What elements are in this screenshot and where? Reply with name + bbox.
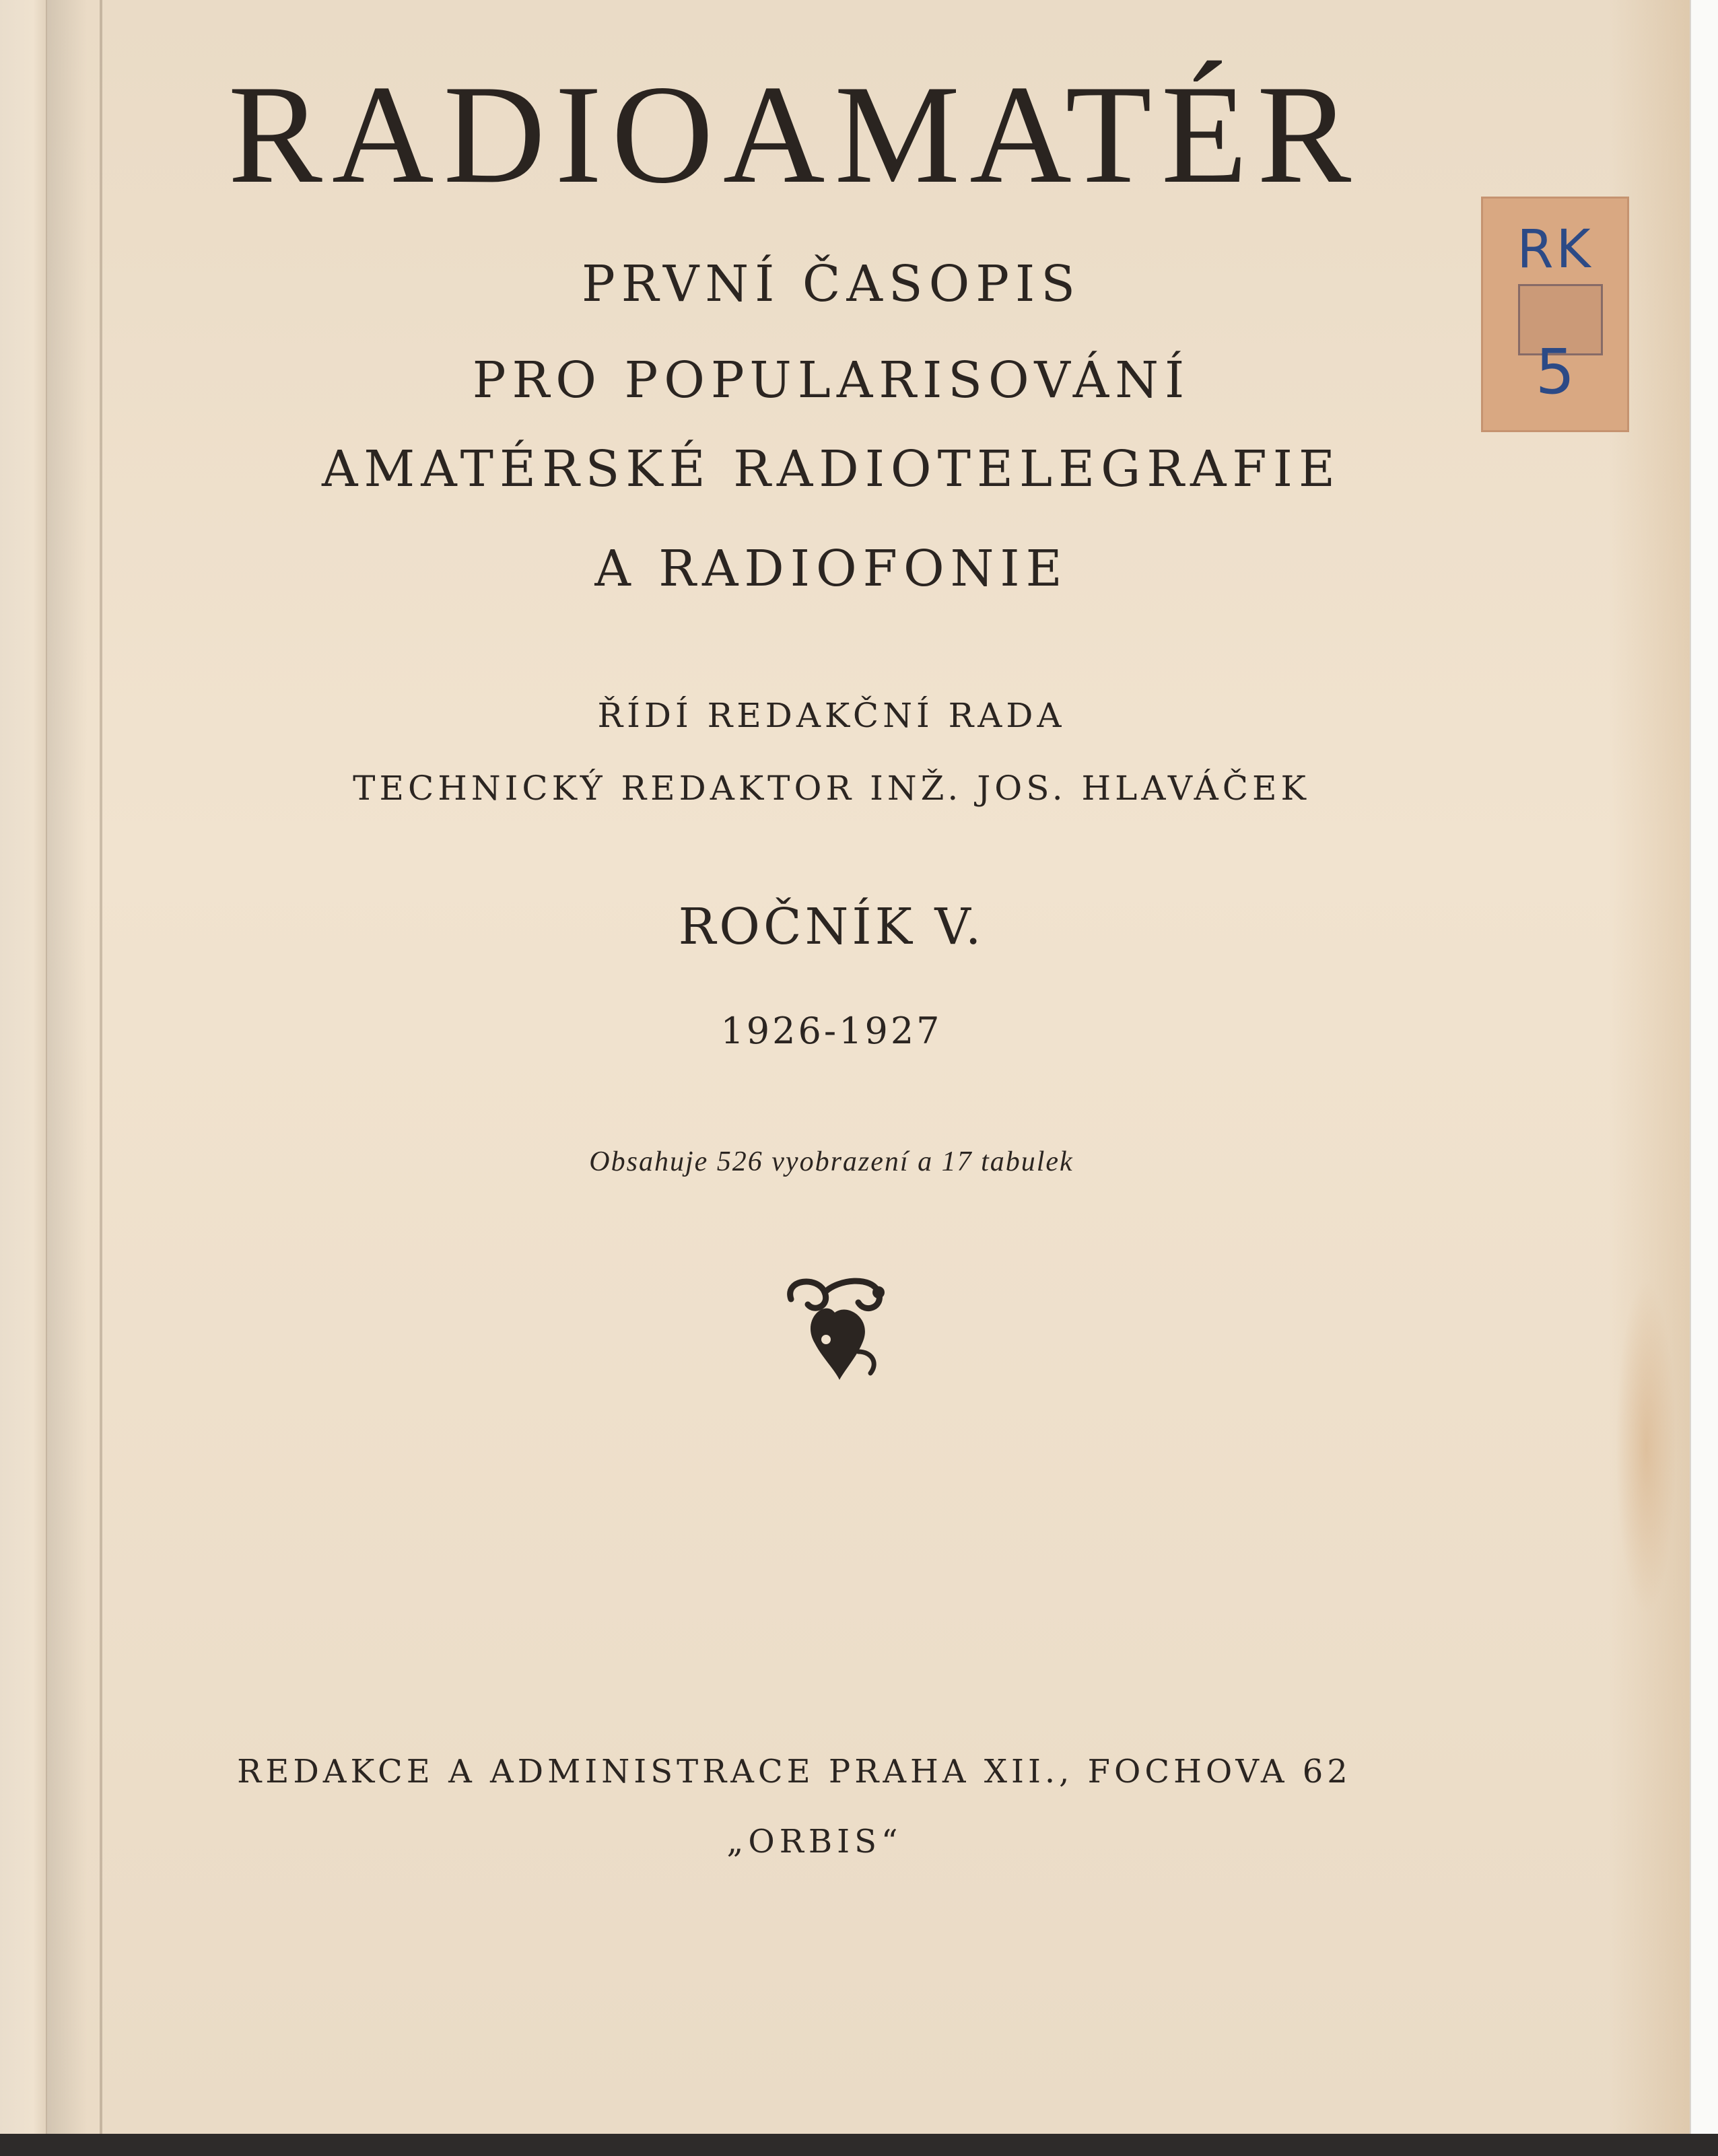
publisher-name: „ORBIS“ <box>726 1823 903 1861</box>
label-number: 5 <box>1535 336 1575 408</box>
subtitle-line-1: PRVNÍ ČASOPIS <box>582 255 1081 313</box>
magazine-title: RADIOAMATÉR <box>228 57 1361 213</box>
floral-heart-ornament-icon <box>778 1272 892 1387</box>
volume-number: ROČNÍK V. <box>678 898 985 956</box>
paper-stain <box>1616 1279 1676 1615</box>
contents-note: Obsahuje 526 vyobrazení a 17 tabulek <box>589 1146 1074 1177</box>
title-page <box>47 0 1690 2134</box>
volume-years: 1926-1927 <box>720 1010 942 1052</box>
technical-editor: TECHNICKÝ REDAKTOR INŽ. JOS. HLAVÁČEK <box>353 769 1310 808</box>
subtitle-line-3: AMATÉRSKÉ RADIOTELEGRAFIE <box>321 440 1341 498</box>
publisher-address: REDAKCE A ADMINISTRACE PRAHA XII., FOCHOVA 62 <box>237 1753 1352 1790</box>
label-code: RK <box>1517 219 1593 280</box>
binding-fold <box>100 0 102 2134</box>
editorial-board: ŘÍDÍ REDAKČNÍ RADA <box>597 696 1066 735</box>
scanner-bed-edge <box>0 2134 1718 2156</box>
subtitle-line-2: PRO POPULARISOVÁNÍ <box>472 351 1191 409</box>
library-shelf-label <box>1481 197 1629 432</box>
subtitle-line-4: A RADIOFONIE <box>594 540 1068 598</box>
